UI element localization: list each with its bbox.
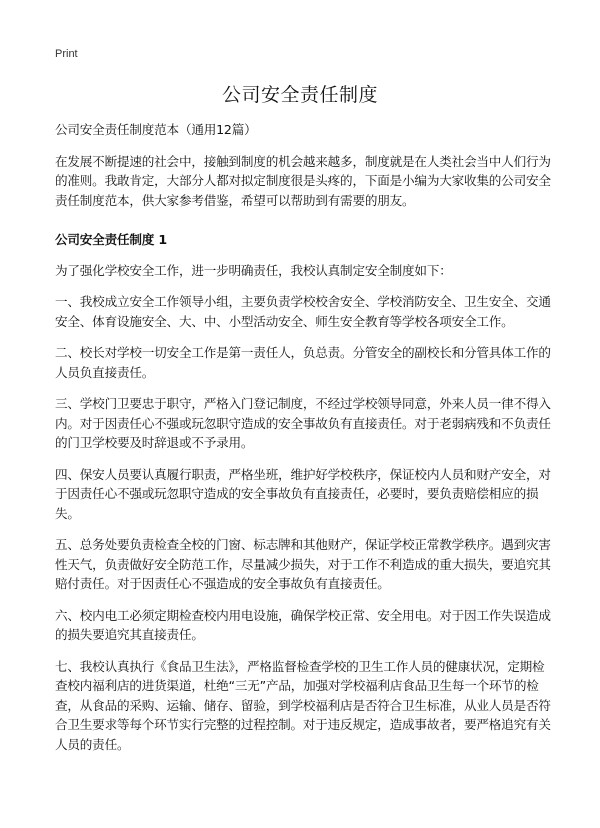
body-paragraph-3: 三、学校门卫要忠于职守，严格入门登记制度，不经过学校领导同意，外来人员一律不得入内。对于因责任心不强或玩忽职守造成的安全事故负有直接责任。对于老弱病残和不负责任的门卫学校要及时辞退或不予录用。 xyxy=(55,396,551,450)
body-paragraph-6: 六、校内电工必须定期检查校内用电设施，确保学校正常、安全用电。对于因工作失误造成的损失要追究其直接责任。 xyxy=(55,607,551,642)
body-paragraph-7: 七、我校认真执行《食品卫生法》，严格监督检查学校的卫生工作人员的健康状况，定期检查校内福利店的进货渠道，杜绝“三无”产品，加强对学校福利店食品卫生每一个环节的检查，从食品的采购、运输、储存、留验，到学校福利店是否符合卫生标准，从业人员是否符合卫生要求等每个环节实行完整的过程控制。对于违反规定，造成事故者，要严格追究有关人员的责任。 xyxy=(55,658,551,752)
body-paragraph-5: 五、总务处要负责检查全校的门窗、标志牌和其他财产，保证学校正常教学秩序。遇到灾害性天气，负责做好安全防范工作，尽量减少损失，对于工作不利造成的重大损失，要追究其赔付责任。对于因责任心不强造成的安全事故负有直接责任。 xyxy=(55,537,551,591)
print-link[interactable]: Print xyxy=(55,48,78,60)
section-lead-paragraph: 为了强化学校安全工作，进一步明确责任，我校认真制定安全制度如下： xyxy=(55,262,452,278)
body-paragraph-1: 一、我校成立安全工作领导小组，主要负责学校校舍安全、学校消防安全、卫生安全、交通安全、体育设施安全、大、中、小型活动安全、师生安全教育等学校各项安全工作。 xyxy=(55,294,551,329)
body-paragraph-2: 二、校长对学校一切安全工作是第一责任人，负总责。分管安全的副校长和分管具体工作的人员负直接责任。 xyxy=(55,345,551,380)
document-body xyxy=(55,120,555,766)
intro-paragraph: 在发展不断提速的社会中，接触到制度的机会越来越多，制度就是在人类社会当中人们行为的准则。我敢肯定，大部分人都对拟定制度很是头疼的，下面是小编为大家收集的公司安全责任制度范本，供大家参考借鉴，希望可以帮助到有需要的朋友。 xyxy=(55,153,551,208)
document-subtitle: 公司安全责任制度范本（通用12篇） xyxy=(55,122,257,137)
document-title: 公司安全责任制度 xyxy=(221,84,378,106)
section-heading: 公司安全责任制度 1 xyxy=(55,232,167,247)
body-paragraph-4: 四、保安人员要认真履行职责，严格坐班，维护好学校秩序，保证校内人员和财产安全，对于因责任心不强或玩忽职守造成的安全事故负有直接责任，必要时，要负责赔偿相应的损失。 xyxy=(55,466,551,521)
